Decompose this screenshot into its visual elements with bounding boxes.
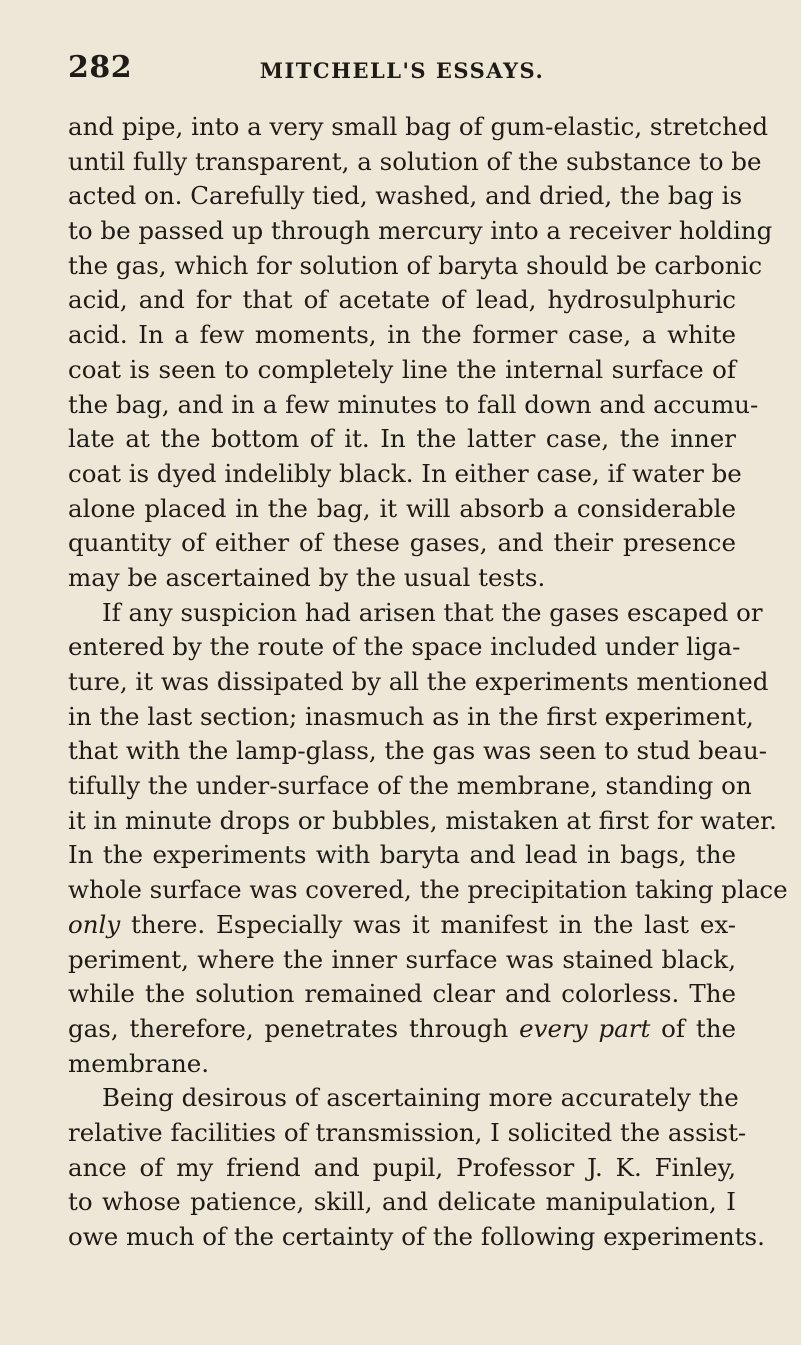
text-line: relative facilities of transmission, I solicited the assist- (68, 1117, 747, 1147)
text-line: coat is dyed indelibly black. In either case, if water be (68, 458, 742, 488)
text-line: tifully the under-surface of the membrane, standing on (68, 771, 752, 801)
page-number: 282 (68, 50, 133, 85)
italic-text: every part (519, 1013, 651, 1043)
text-line (68, 1012, 736, 1047)
text-line: and pipe, into a very small bag of gum-elastic, stretched (68, 112, 769, 141)
text-line: the bag, and in a few minutes to fall down and accumu- (68, 389, 759, 419)
text-line: may be ascertained by the usual tests. (68, 562, 546, 592)
text-line: If any suspicion had arisen that the gases escaped or (102, 597, 763, 627)
text-line: Being desirous of ascertaining more accurately the (102, 1083, 739, 1113)
text-line: acid, and for that of acetate of lead, hydrosulphuric (68, 285, 736, 315)
text-line: acid. In a few moments, in the former case, a white (68, 320, 736, 350)
text-line: to be passed up through mercury into a receiver holding (68, 216, 773, 246)
text-line: ture, it was dissipated by all the experiments mentioned (68, 667, 769, 696)
text-line: late at the bottom of it. In the latter case, the inner (68, 424, 736, 454)
text-run: of the (650, 1013, 736, 1043)
text-line: owe much of the certainty of the following experiments. (68, 1222, 765, 1251)
text-line: while the solution remained clear and colorless. The (68, 979, 736, 1009)
text-run: gas, therefore, penetrates through (68, 1013, 520, 1043)
text-line: periment, where the inner surface was stained black, (68, 944, 736, 974)
text-line: whole surface was covered, the precipitation taking place (68, 875, 788, 905)
text-line: ance of my friend and pupil, Professor J. K. Finley, (68, 1152, 736, 1182)
text-line: entered by the route of the space included under liga- (68, 632, 741, 662)
text-line: membrane. (68, 1048, 210, 1078)
body-text (68, 110, 788, 1255)
italic-text: only (68, 909, 121, 939)
page-header (68, 50, 736, 90)
text-line: quantity of either of these gases, and their presence (68, 528, 736, 558)
text-line: coat is seen to completely line the internal surface of (68, 354, 736, 384)
running-title: MITCHELL'S ESSAYS. (259, 58, 545, 83)
text-line: it in minute drops or bubbles, mistaken at first for water. (68, 805, 777, 835)
text-line: to whose patience, skill, and delicate manipulation, I (68, 1187, 736, 1217)
text-line: until fully transparent, a solution of the substance to be (68, 146, 762, 176)
text-line (68, 908, 736, 943)
text-line: acted on. Carefully tied, washed, and dried, the bag is (68, 181, 743, 211)
text-line: that with the lamp-glass, the gas was seen to stud beau- (68, 736, 768, 766)
text-line: In the experiments with baryta and lead in bags, the (68, 840, 736, 870)
text-line: alone placed in the bag, it will absorb a considerable (68, 493, 736, 523)
text-line: in the last section; inasmuch as in the first experiment, (68, 701, 754, 731)
text-run: there. Especially was it manifest in the last ex- (120, 909, 736, 939)
text-line: the gas, which for solution of baryta should be carbonic (68, 250, 763, 280)
